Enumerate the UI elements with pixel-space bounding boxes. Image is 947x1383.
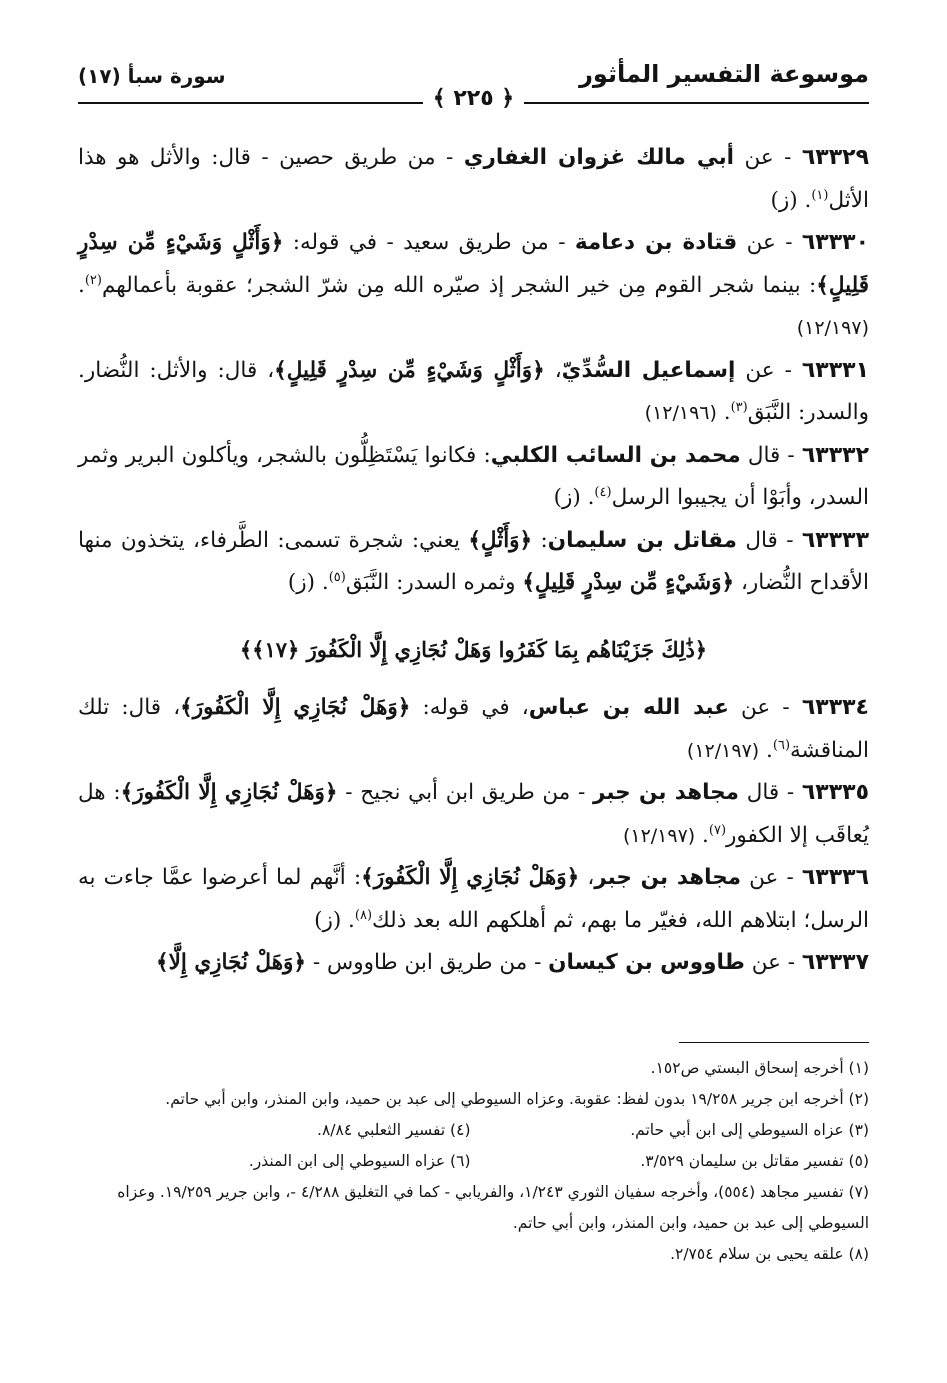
entry-text: . (ز): [770, 187, 812, 213]
footnote-6: (٦) عزاه السيوطي إلى ابن المنذر.: [248, 1152, 471, 1170]
entry-text: - عن: [734, 145, 792, 170]
entry-63332: [78, 435, 869, 520]
entry-number: ٦٣٣٣٤: [801, 695, 869, 720]
volume-reference: (١٢/١٩٦): [644, 402, 717, 424]
entry-text: . (ز): [287, 570, 329, 595]
footnote-4: (٤) تفسير الثعلبي ٨/٨٤.: [317, 1121, 471, 1139]
entry-text: - قال: [736, 527, 794, 553]
footnote-row: [72, 1115, 869, 1146]
entry-text: ، في قوله:: [410, 695, 529, 720]
entry-number: ٦٣٣٣٢: [801, 442, 869, 468]
footnote-ref[interactable]: (٥): [328, 569, 346, 585]
entry-63334: [78, 687, 869, 772]
entry-text: .: [759, 737, 773, 763]
surah-title: سورة سبأ (١٧): [78, 64, 226, 88]
main-text: [78, 137, 869, 985]
entry-text: - عن: [741, 865, 794, 890]
narrator-name: أبي مالك غزوان الغفاري: [463, 145, 735, 170]
entry-text: ،: [544, 357, 562, 383]
volume-reference: (١٢/١٩٧): [622, 824, 696, 847]
quran-quote: ﴿وَهَلْ نُجَازِي إِلَّا﴾: [156, 950, 307, 975]
entry-text: : فكانوا يَسْتَظِلُّون بالشجر، ويأكلون البرير وثمر السدر، وأبَوْا أن يجيبوا الرسل: [78, 442, 869, 510]
entry-text: .: [695, 822, 709, 848]
entry-text: : هل يُعاقَب إلا الكفور: [78, 780, 869, 848]
footnote-3: (٣) عزاه السيوطي إلى ابن أبي حاتم.: [630, 1121, 869, 1139]
footnote-row: [72, 1146, 869, 1177]
entry-text: .: [716, 400, 731, 425]
entry-number: ٦٣٣٣٧: [801, 950, 869, 975]
footnote-ref[interactable]: (٣): [730, 399, 748, 415]
footnote-ref[interactable]: (٢): [84, 272, 102, 288]
entry-text: - قال: [740, 442, 795, 468]
footnote-8: (٨) علقه يحيى بن سلام ٢/٧٥٤.: [670, 1245, 869, 1263]
entry-text: - عن: [744, 950, 796, 975]
footnote-ref[interactable]: (٦): [772, 737, 791, 753]
entry-text: ، قال: والأثل: النُّضار. والسدر: النَّبَق: [78, 357, 869, 425]
entry-63335: [78, 772, 869, 857]
narrator-name: عبد الله بن عباس: [528, 695, 729, 720]
entry-text: - من طريق ابن طاووس -: [306, 950, 549, 975]
footnote-ref[interactable]: (٨): [354, 907, 373, 923]
entry-text: ، قال: تلك المناقشة: [78, 695, 869, 763]
footnote-1: (١) أخرجه إسحاق البستي ص١٥٢.: [650, 1059, 869, 1077]
narrator-name: قتادة بن دعامة: [574, 230, 738, 255]
entry-text: - عن: [735, 357, 792, 383]
footnote-7: (٧) تفسير مجاهد (٥٥٤)، وأخرجه سفيان الثوري ١/٢٤٣، والفريابي - كما في التغليق ٤/٢٨٨ -، وابن جرير ١٩/٢٥٩. وعزاه السيوطي إلى عبد بن حميد، وابن المنذر، وابن أبي حاتم.: [117, 1183, 869, 1232]
entry-63331: [78, 350, 869, 435]
entry-text: - من طريق ابن أبي نجيح -: [337, 780, 593, 805]
narrator-name: مجاهد بن جبر: [592, 780, 739, 805]
quran-quote: ﴿وَهَلْ نُجَازِي إِلَّا الْكَفُورَ﴾: [361, 865, 580, 890]
entry-number: ٦٣٣٣١: [801, 357, 869, 383]
book-title: موسوعة التفسير المأثور: [579, 60, 869, 88]
footnotes: [72, 1053, 869, 1270]
entry-number: ٦٣٣٣٥: [801, 780, 870, 805]
entry-63330: [78, 222, 869, 350]
entry-63333: [78, 520, 869, 605]
narrator-name: إسماعيل السُّدِّيّ: [561, 357, 736, 383]
footnote-ref[interactable]: (٧): [708, 822, 727, 838]
page-number: ﴿ ٢٢٥ ﴾: [423, 86, 524, 111]
quran-quote: ﴿وَشَيْءٍ مِّن سِدْرٍ قَلِيلٍ﴾: [522, 570, 735, 595]
entry-63337: [78, 942, 869, 985]
entry-text: . (ز): [553, 485, 595, 510]
footnote-ref[interactable]: (٤): [594, 484, 612, 500]
entry-text: - من طريق حصين - قال: والأثل هو هذا الأثل: [78, 145, 869, 213]
entry-text: . (ز): [314, 907, 355, 933]
page-number-wrap: [0, 86, 947, 111]
entry-text: - قال: [739, 780, 795, 805]
quran-quote: ﴿وَأَثْلٍ﴾: [468, 527, 533, 553]
entry-text: ،: [579, 865, 595, 890]
narrator-name: مقاتل بن سليمان: [547, 527, 737, 553]
narrator-name: طاووس بن كيسان: [548, 950, 745, 975]
entry-text: - عن: [728, 695, 790, 720]
entry-text: - عن: [737, 230, 793, 255]
entry-number: ٦٣٣٣٣: [801, 527, 870, 553]
entry-text: يعني: شجرة تسمى: الطَّرفاء، يتخذون منها الأقداح النُّضار،: [78, 527, 869, 595]
entry-63336: [78, 857, 869, 942]
volume-reference: (١٢/١٩٧): [686, 739, 760, 762]
entry-number: ٦٣٣٣٠: [801, 230, 869, 255]
entry-text: : أنَّهم لما أعرضوا عمَّا جاءت به الرسل؛ ابتلاهم الله، فغيّر ما بهم، ثم أهلكهم الله بعد ذلك: [78, 865, 869, 933]
quran-quote: ﴿وَأَثْلٍ وَشَيْءٍ مِّن سِدْرٍ قَلِيلٍ﴾: [274, 357, 545, 383]
entry-number: ٦٣٣٣٦: [801, 865, 869, 890]
narrator-name: محمد بن السائب الكلبي: [490, 442, 741, 468]
footnote-ref[interactable]: (١): [811, 187, 829, 203]
narrator-name: مجاهد بن جبر: [594, 865, 742, 890]
entry-63329: [78, 137, 869, 222]
footnote-5: (٥) تفسير مقاتل بن سليمان ٣/٥٢٩.: [640, 1152, 869, 1170]
quran-quote: ﴿وَهَلْ نُجَازِي إِلَّا الْكَفُورَ﴾: [120, 780, 338, 805]
entry-text: :: [532, 527, 548, 553]
entry-text: .: [78, 272, 85, 298]
footnote-separator: [679, 1042, 869, 1043]
entry-text: : بينما شجر القوم مِن خير الشجر إذ صيّره الله مِن شرّ الشجر؛ عقوبة بأعمالهم: [101, 272, 817, 298]
volume-reference: (١٢/١٩٧): [796, 317, 869, 339]
quran-quote: ﴿وَأَثْلٍ وَشَيْءٍ مِّن سِدْرٍ قَلِيلٍ﴾: [78, 230, 869, 298]
quran-verse-heading: ﴿ذَٰلِكَ جَزَيْنَاهُم بِمَا كَفَرُوا وَهَلْ نُجَازِي إِلَّا الْكَفُورَ ﴿١٧﴾﴾: [239, 636, 708, 662]
quran-quote: ﴿وَهَلْ نُجَازِي إِلَّا الْكَفُورَ﴾: [180, 695, 411, 720]
entry-text: - من طريق سعيد - في قوله:: [283, 230, 575, 255]
entry-number: ٦٣٣٢٩: [801, 145, 870, 170]
footnote-2: (٢) أخرجه ابن جرير ١٩/٢٥٨ بدون لفظ: عقوبة. وعزاه السيوطي إلى عبد بن حميد، وابن المنذر، وابن أبي حاتم.: [165, 1090, 869, 1108]
entry-text: وثمره السدر: النَّبَق: [345, 570, 523, 595]
